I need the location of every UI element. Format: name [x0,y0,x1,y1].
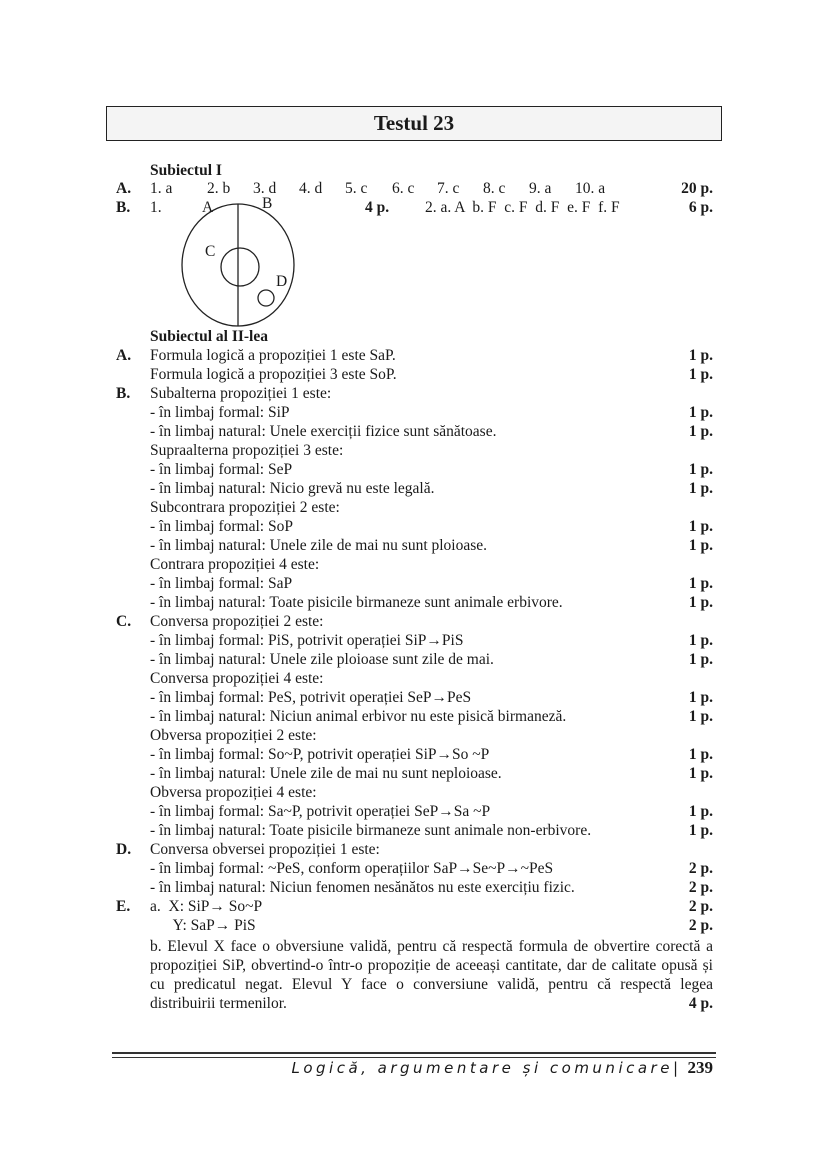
answer-line [0,365,828,384]
answer-line [0,859,828,878]
answer-line [0,916,828,935]
item1-points: 4 p. [365,199,390,216]
answer-line [0,707,828,726]
answer-item: 5. c [345,180,368,197]
section-a-points: 20 p. [681,180,713,197]
line-text: Y: SaP→ PiS [150,917,256,934]
answer-item: 2. b [207,180,231,197]
answer-line [0,612,828,631]
answer-line [0,802,828,821]
answer-line [0,517,828,536]
answer-item: 1. a [150,180,173,197]
line-text: - în limbaj formal: SoP [150,518,293,535]
line-points: 1 p. [688,537,713,554]
line-text: - în limbaj natural: Niciun animal erbivor nu este pisică birmaneză. [150,708,567,725]
subject1-heading: Subiectul I [150,162,222,179]
line-points: 1 p. [688,822,713,839]
answer-line [0,745,828,764]
answer-line [0,593,828,612]
line-text: - în limbaj formal: Sa~P, potrivit operației SeP→Sa ~P [150,803,491,820]
answer-line [0,460,828,479]
answer-item: 9. a [529,180,552,197]
line-text: Conversa propoziției 2 este: [150,613,324,630]
line-text: Formula logică a propoziției 3 este SoP. [150,366,397,383]
test-title: Testul 23 [106,106,722,141]
footer-rule [112,1052,716,1054]
answer-line [0,403,828,422]
subject2-heading: Subiectul al II-lea [150,328,268,345]
line-text: - în limbaj formal: PiS, potrivit operației SiP→PiS [150,632,464,649]
answer-line [0,764,828,783]
line-text: - în limbaj formal: SiP [150,404,290,421]
answer-line [0,536,828,555]
label-a: A [202,199,214,216]
line-text: a. X: SiP→ So~P [150,898,263,915]
line-text: Conversa obversei propoziției 1 este: [150,841,380,858]
line-text: - în limbaj natural: Toate pisicile birmaneze sunt animale erbivore. [150,594,563,611]
item2-points: 6 p. [688,199,713,216]
answer-line [0,897,828,916]
section-label: B. [116,385,131,402]
answer-line [0,498,828,517]
line-text: Subcontrara propoziției 2 este: [150,499,340,516]
answer-line [0,688,828,707]
section-label: A. [116,347,132,364]
line-text: Obversa propoziției 2 este: [150,727,317,744]
line-points: 1 p. [688,423,713,440]
line-points: 1 p. [688,575,713,592]
answer-line [0,422,828,441]
line-text: Formula logică a propoziției 1 este SaP. [150,347,396,364]
answer-item: 7. c [437,180,460,197]
paragraph-points: 4 p. [688,995,713,1012]
line-text: - în limbaj formal: SeP [150,461,293,478]
line-points: 1 p. [688,689,713,706]
answer-line [0,346,828,365]
circle-c [221,248,259,286]
answer-line [0,821,828,840]
section-label: E. [116,898,131,915]
line-text: - în limbaj natural: Unele exerciții fizice sunt sănătoase. [150,423,497,440]
line-points: 1 p. [688,404,713,421]
answer-line [0,555,828,574]
section-a-label: A. [116,180,132,197]
line-text: - în limbaj natural: Unele zile de mai nu sunt neploioase. [150,765,502,782]
item2-answers: 2. a. A b. F c. F d. F e. F f. F [425,199,620,216]
answer-line [0,574,828,593]
item1-label: 1. [150,199,162,216]
line-points: 1 p. [688,347,713,364]
paragraph-text: b. Elevul X face o obversiune validă, pentru că respectă formula de obvertire corectă a propoziției SiP, obvertind-o într-o propoziție de aceeași cantitate, dar de calitate opusă și cu predicatul negat. Elevul Y face o conversiune validă, pentru că respectă legea distribuirii termenilor. [150,938,713,1012]
answer-item: 8. c [483,180,506,197]
line-points: 1 p. [688,746,713,763]
answer-line [0,479,828,498]
line-text: - în limbaj natural: Toate pisicile birmaneze sunt animale non-erbivore. [150,822,592,839]
label-d: D [276,273,288,290]
line-text: Conversa propoziției 4 este: [150,670,324,687]
line-points: 1 p. [688,461,713,478]
answer-line [0,441,828,460]
page-number: 239 [687,1058,713,1077]
line-points: 1 p. [688,632,713,649]
answer-item: 10. a [575,180,606,197]
footer [291,1058,713,1078]
answer-line [0,669,828,688]
explanation-paragraph [150,937,713,1013]
line-points: 2 p. [688,879,713,896]
line-points: 2 p. [688,898,713,915]
label-c: C [205,243,216,260]
line-points: 1 p. [688,708,713,725]
book-title: Logică, argumentare și comunicare| [291,1059,682,1077]
line-text: Obversa propoziției 4 este: [150,784,317,801]
line-points: 1 p. [688,765,713,782]
answer-line [0,650,828,669]
line-text: Supraalterna propoziției 3 este: [150,442,344,459]
line-text: - în limbaj formal: ~PeS, conform operațiilor SaP→Se~P→~PeS [150,860,554,877]
answer-line [0,878,828,897]
answer-line [0,783,828,802]
line-points: 1 p. [688,594,713,611]
line-text: - în limbaj formal: So~P, potrivit operației SiP→So ~P [150,746,490,763]
section-b-label: B. [116,199,131,216]
venn-diagram [170,200,310,330]
line-points: 1 p. [688,518,713,535]
line-text: - în limbaj formal: PeS, potrivit operației SeP→PeS [150,689,472,706]
line-text: - în limbaj natural: Unele zile ploioase sunt zile de mai. [150,651,494,668]
line-points: 2 p. [688,917,713,934]
answer-item: 3. d [253,180,277,197]
circle-d [258,290,274,306]
answer-line [0,840,828,859]
line-text: - în limbaj formal: SaP [150,575,293,592]
answer-item: 4. d [299,180,323,197]
answer-item: 6. c [392,180,415,197]
line-text: Contrara propoziției 4 este: [150,556,320,573]
line-points: 1 p. [688,480,713,497]
line-points: 1 p. [688,803,713,820]
section-label: C. [116,613,132,630]
line-points: 1 p. [688,366,713,383]
answer-line [0,384,828,403]
line-points: 2 p. [688,860,713,877]
label-b: B [262,195,273,212]
line-text: - în limbaj natural: Unele zile de mai nu sunt ploioase. [150,537,488,554]
answer-line [0,631,828,650]
section-label: D. [116,841,132,858]
line-text: - în limbaj natural: Niciun fenomen nesănătos nu este exercițiu fizic. [150,879,575,896]
line-text: - în limbaj natural: Nicio grevă nu este legală. [150,480,435,497]
line-text: Subalterna propoziției 1 este: [150,385,332,402]
line-points: 1 p. [688,651,713,668]
answer-line [0,726,828,745]
